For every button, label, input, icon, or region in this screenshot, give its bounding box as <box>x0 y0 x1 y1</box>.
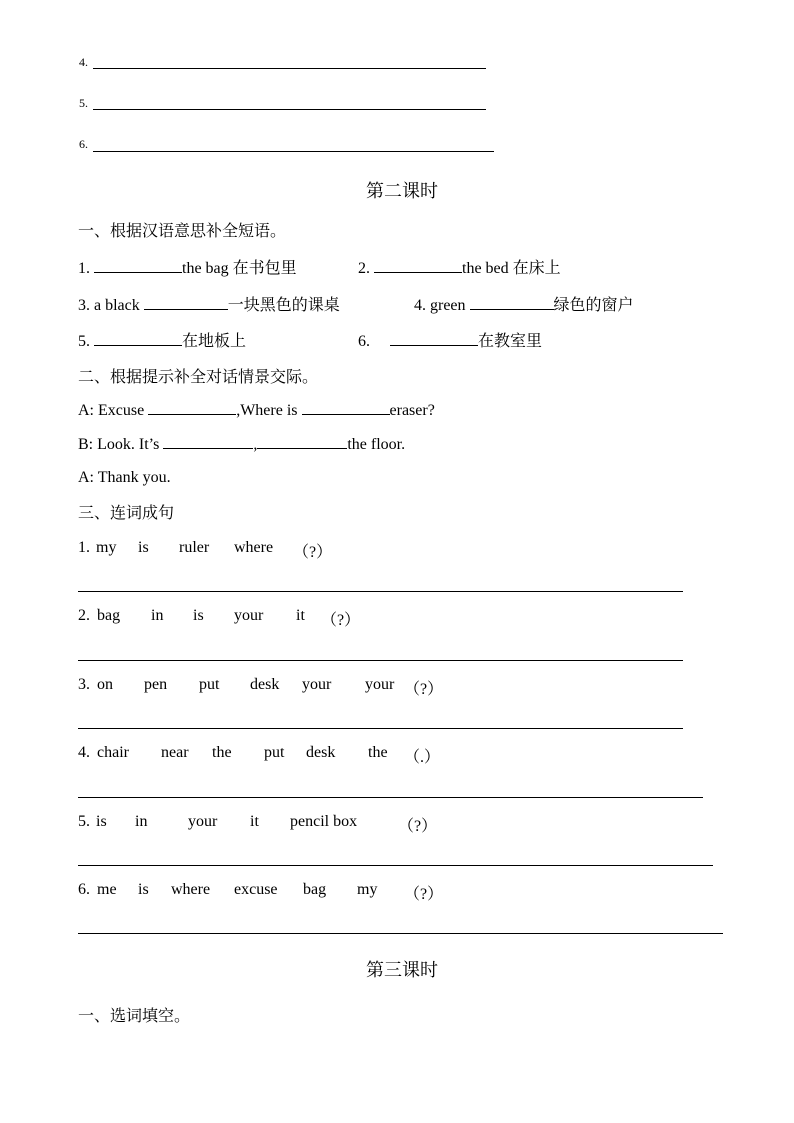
fill-blank[interactable] <box>470 295 554 310</box>
punctuation-hint: （?） <box>293 544 333 561</box>
punctuation-hint: （.） <box>404 749 441 766</box>
word-tile: excuse <box>234 881 278 898</box>
word-tile: my <box>96 539 117 556</box>
sentence-item <box>78 539 90 557</box>
item-number: 4. green <box>414 297 466 314</box>
word-tile: the <box>212 744 232 761</box>
dialogue-line <box>78 469 171 487</box>
word-tile: your <box>234 607 264 624</box>
word-tile: your <box>188 813 218 830</box>
word-tile: where <box>171 881 211 898</box>
fill-blank[interactable] <box>163 434 253 449</box>
word-tile: near <box>161 744 189 761</box>
item-text: 在地板上 <box>182 333 247 350</box>
lesson-title: 第二课时 <box>366 181 438 202</box>
item-number: 5. <box>78 333 90 350</box>
dialogue-text: , <box>253 436 258 453</box>
word-tile: is <box>96 813 107 830</box>
section-heading: 三、连词成句 <box>78 503 175 522</box>
word-tile: ruler <box>179 539 210 556</box>
word-tile: is <box>193 607 204 624</box>
answer-line[interactable] <box>78 797 703 798</box>
fill-blank[interactable] <box>144 295 228 310</box>
item-number: 6. <box>358 333 370 350</box>
word-tile: put <box>264 744 285 761</box>
item-number: 5. <box>78 813 90 830</box>
top-line-number: 5. <box>79 96 88 110</box>
word-tile: in <box>151 607 164 624</box>
dialogue-line <box>78 434 405 454</box>
dialogue-text: A: Excuse <box>78 402 145 419</box>
section-heading: 一、选词填空。 <box>78 1006 191 1025</box>
item-text: 一块黑色的课桌 <box>227 297 340 314</box>
top-line-number: 4. <box>79 55 88 69</box>
word-tile: on <box>97 676 113 693</box>
word-tile: in <box>135 813 148 830</box>
word-tile: my <box>357 881 378 898</box>
word-tile: bag <box>303 881 327 898</box>
punctuation-hint: （?） <box>398 818 438 835</box>
word-tile: is <box>138 881 149 898</box>
word-tile: bag <box>97 607 121 624</box>
answer-line[interactable] <box>78 865 713 866</box>
top-line-number: 6. <box>79 137 88 151</box>
answer-line[interactable] <box>78 728 683 729</box>
word-tile: pencil box <box>290 813 358 830</box>
item-text: 在教室里 <box>478 333 543 350</box>
word-tile: your <box>302 676 332 693</box>
answer-line[interactable] <box>78 660 683 661</box>
answer-line[interactable] <box>93 151 494 152</box>
section-heading: 二、根据提示补全对话情景交际。 <box>78 367 319 386</box>
item-text: the bed 在床上 <box>462 260 561 277</box>
item-number: 3. a black <box>78 297 140 314</box>
fill-blank[interactable] <box>94 331 182 346</box>
word-tile: chair <box>97 744 129 761</box>
word-tile: desk <box>306 744 336 761</box>
word-tile: put <box>199 676 220 693</box>
phrase-item <box>78 292 340 315</box>
item-number: 2. <box>358 260 370 277</box>
dialogue-text: the floor. <box>347 436 406 453</box>
phrase-item <box>78 255 297 278</box>
phrase-item <box>78 328 246 351</box>
word-tile: the <box>368 744 388 761</box>
word-tile: is <box>138 539 149 556</box>
fill-blank[interactable] <box>257 434 347 449</box>
phrase-item <box>358 328 542 351</box>
word-tile: it <box>250 813 259 830</box>
item-number: 2. <box>78 607 90 624</box>
item-number: 4. <box>78 744 90 761</box>
fill-blank[interactable] <box>374 258 462 273</box>
fill-blank[interactable] <box>302 400 390 415</box>
item-text: 绿色的窗户 <box>553 297 634 314</box>
word-tile: pen <box>144 676 168 693</box>
dialogue-text: B: Look. It’s <box>78 436 160 453</box>
dialogue-text: ,Where is <box>236 402 298 419</box>
answer-line[interactable] <box>78 591 683 592</box>
punctuation-hint: （?） <box>321 612 361 629</box>
word-tile: your <box>365 676 395 693</box>
word-tile: it <box>296 607 305 624</box>
word-tile: desk <box>250 676 280 693</box>
item-number: 1. <box>78 539 90 556</box>
answer-line[interactable] <box>78 933 723 934</box>
fill-blank[interactable] <box>148 400 236 415</box>
item-number: 6. <box>78 881 90 898</box>
answer-line[interactable] <box>93 109 486 110</box>
punctuation-hint: （?） <box>404 681 444 698</box>
lesson-title: 第三课时 <box>366 960 438 981</box>
dialogue-text: A: Thank you. <box>78 469 171 486</box>
item-number: 1. <box>78 260 90 277</box>
answer-line[interactable] <box>93 68 486 69</box>
dialogue-text: eraser? <box>389 402 435 419</box>
word-tile: me <box>97 881 117 898</box>
fill-blank[interactable] <box>94 258 182 273</box>
phrase-item <box>414 292 634 315</box>
section-heading: 一、根据汉语意思补全短语。 <box>78 221 287 240</box>
punctuation-hint: （?） <box>404 886 444 903</box>
word-tile: where <box>234 539 274 556</box>
item-number: 3. <box>78 676 90 693</box>
fill-blank[interactable] <box>390 331 478 346</box>
phrase-item <box>358 255 561 278</box>
dialogue-line <box>78 400 435 420</box>
item-text: the bag 在书包里 <box>182 260 297 277</box>
